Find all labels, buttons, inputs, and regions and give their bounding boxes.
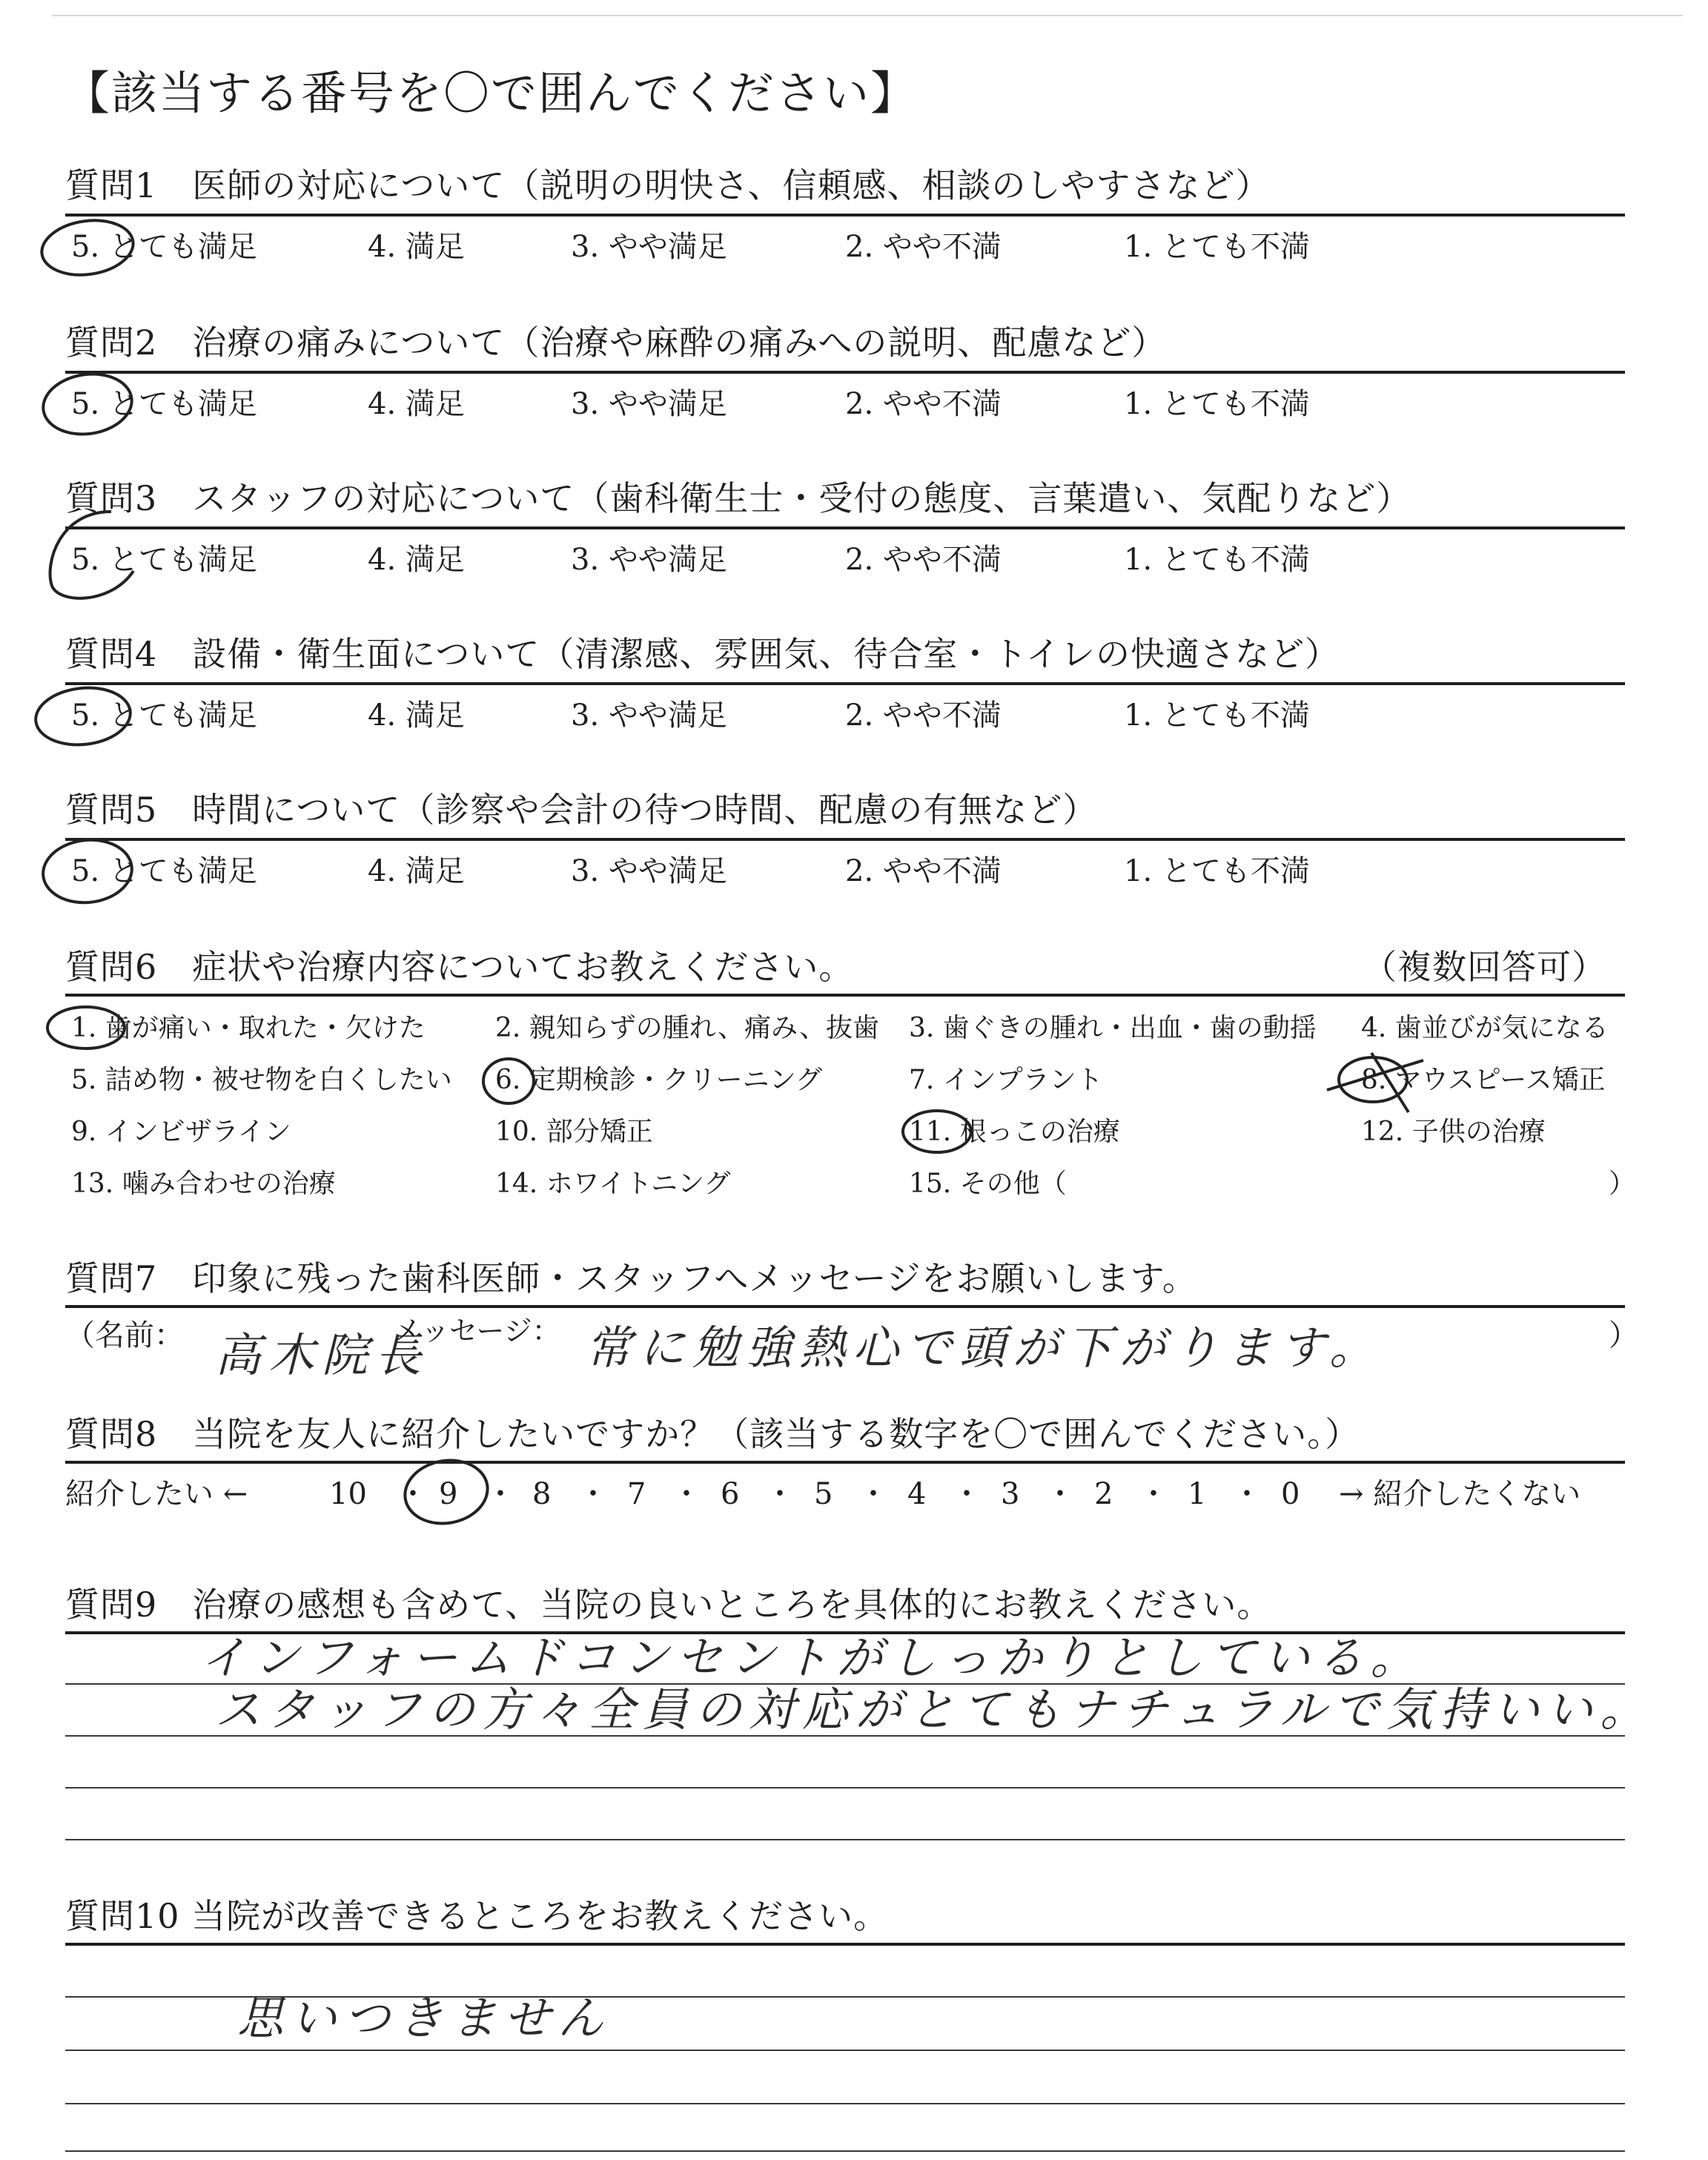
q8-dot: ・ (398, 1477, 428, 1511)
q9-handwritten-line-1[interactable]: インフォームドコンセントがしっかりとしている。 (200, 1631, 1424, 1685)
question-8-rule (65, 1461, 1625, 1464)
q6-option-1[interactable]: 1. 歯が痛い・取れた・欠けた (71, 1013, 426, 1043)
q4-option-1[interactable]: 1. とても不満 (1124, 698, 1310, 733)
q7-name-handwritten[interactable]: 高木院長 (215, 1328, 429, 1382)
q9-answer-line (65, 1839, 1625, 1840)
q8-dot: ・ (486, 1477, 515, 1511)
q6-option-10[interactable]: 10. 部分矯正 (495, 1117, 653, 1147)
q2-option-3[interactable]: 3. やや満足 (571, 387, 727, 421)
q8-scale-6[interactable]: 6 (721, 1477, 740, 1511)
q8-scale-4[interactable]: 4 (907, 1477, 927, 1511)
q8-dot: ・ (952, 1477, 982, 1511)
q8-right-label: → 紹介したくない (1339, 1477, 1581, 1511)
question-5-title: 質問5 時間について（診察や会計の待つ時間、配慮の有無など） (65, 790, 1098, 830)
q9-handwritten-line-2[interactable]: スタッフの方々全員の対応がとてもナチュラルで気持いい。 (215, 1682, 1654, 1737)
q3-option-4[interactable]: 4. 満足 (368, 543, 465, 577)
q8-scale-1[interactable]: 1 (1188, 1477, 1207, 1511)
q8-scale-10[interactable]: 10 (329, 1477, 367, 1511)
q6-option-14[interactable]: 14. ホワイトニング (495, 1169, 731, 1199)
q6-option-2[interactable]: 2. 親知らずの腫れ、痛み、抜歯 (495, 1013, 880, 1043)
q6-option-9[interactable]: 9. インビザライン (71, 1117, 291, 1147)
q8-dot: ・ (578, 1477, 608, 1511)
question-7-rule (65, 1305, 1625, 1308)
q8-dot: ・ (1045, 1477, 1075, 1511)
question-4-title: 質問4 設備・衛生面について（清潔感、雰囲気、待合室・トイレの快適さなど） (65, 634, 1340, 674)
question-3-rule (65, 526, 1625, 529)
q6-option-5[interactable]: 5. 詰め物・被せ物を白くしたい (71, 1065, 452, 1095)
q6-option-8[interactable]: 8. マウスピース矯正 (1361, 1065, 1606, 1095)
q1-option-1[interactable]: 1. とても不満 (1124, 230, 1310, 264)
q8-scale-7[interactable]: 7 (627, 1477, 646, 1511)
question-6-title: 質問6 症状や治療内容についてお教えください。 (65, 947, 854, 987)
page-heading: 【該当する番号を〇で囲んでください】 (64, 66, 918, 120)
q6-option-7[interactable]: 7. インプラント (909, 1065, 1103, 1095)
q8-scale-5[interactable]: 5 (814, 1477, 833, 1511)
q6-option-13[interactable]: 13. 噛み合わせの治療 (71, 1169, 336, 1199)
question-10-rule (65, 1943, 1625, 1946)
q5-option-3[interactable]: 3. やや満足 (571, 854, 727, 888)
q5-option-1[interactable]: 1. とても不満 (1124, 854, 1310, 888)
q1-option-2[interactable]: 2. やや不満 (845, 230, 1002, 264)
q3-option-2[interactable]: 2. やや不満 (845, 543, 1002, 577)
q8-scale-3[interactable]: 3 (1001, 1477, 1020, 1511)
q10-handwritten-line-1[interactable]: 思いつきません (237, 1991, 612, 2045)
question-3-title: 質問3 スタッフの対応について（歯科衛生士・受付の態度、言葉遣い、気配りなど） (65, 478, 1411, 518)
question-1-rule (65, 214, 1625, 217)
q6-option-11[interactable]: 11. 根っこの治療 (909, 1117, 1120, 1147)
q2-option-5[interactable]: 5. とても満足 (71, 387, 257, 421)
question-2-title: 質問2 治療の痛みについて（治療や麻酔の痛みへの説明、配慮など） (65, 323, 1167, 363)
question-8-title: 質問8 当院を友人に紹介したいですか？（該当する数字を〇で囲んでください。） (65, 1414, 1360, 1454)
q7-message-label: メッセージ： (393, 1315, 560, 1347)
q4-option-5[interactable]: 5. とても満足 (71, 698, 257, 733)
q7-close: ） (1609, 1318, 1638, 1353)
question-6-note: （複数回答可） (1363, 947, 1606, 987)
q8-dot: ・ (672, 1477, 701, 1511)
q6-option-3[interactable]: 3. 歯ぐきの腫れ・出血・歯の動揺 (909, 1013, 1317, 1043)
q10-answer-line (65, 2103, 1625, 2104)
q3-option-1[interactable]: 1. とても不満 (1124, 543, 1310, 577)
q8-dot: ・ (1139, 1477, 1168, 1511)
q6-option-4[interactable]: 4. 歯並びが気になる (1361, 1013, 1609, 1043)
q8-dot: ・ (1232, 1477, 1262, 1511)
q2-option-2[interactable]: 2. やや不満 (845, 387, 1002, 421)
q1-option-3[interactable]: 3. やや満足 (571, 230, 727, 264)
q6-other-close: ） (1609, 1169, 1636, 1199)
q5-option-4[interactable]: 4. 満足 (368, 854, 465, 888)
q8-scale-2[interactable]: 2 (1094, 1477, 1113, 1511)
q8-scale-9[interactable]: 9 (439, 1477, 458, 1511)
q10-answer-line (65, 2050, 1625, 2051)
q5-option-5[interactable]: 5. とても満足 (71, 854, 257, 888)
question-1-title: 質問1 医師の対応について（説明の明快さ、信頼感、相談のしやすさなど） (65, 165, 1271, 205)
question-6-rule (65, 994, 1625, 997)
q1-option-4[interactable]: 4. 満足 (368, 230, 465, 264)
q8-dot: ・ (858, 1477, 888, 1511)
q3-option-5[interactable]: 5. とても満足 (71, 543, 257, 577)
q9-answer-line (65, 1787, 1625, 1789)
q6-option-6[interactable]: 6. 定期検診・クリーニング (495, 1065, 823, 1095)
q2-option-4[interactable]: 4. 満足 (368, 387, 465, 421)
top-border (52, 15, 1683, 16)
q4-option-4[interactable]: 4. 満足 (368, 698, 465, 733)
q4-option-3[interactable]: 3. やや満足 (571, 698, 727, 733)
q8-scale-0[interactable]: 0 (1281, 1477, 1300, 1511)
q1-option-5[interactable]: 5. とても満足 (71, 230, 257, 264)
question-9-title: 質問9 治療の感想も含めて、当院の良いところを具体的にお教えください。 (65, 1585, 1272, 1625)
q2-option-1[interactable]: 1. とても不満 (1124, 387, 1310, 421)
question-5-rule (65, 838, 1625, 841)
q5-option-2[interactable]: 2. やや不満 (845, 854, 1002, 888)
question-2-rule (65, 371, 1625, 374)
question-7-title: 質問7 印象に残った歯科医師・スタッフへメッセージをお願いします。 (65, 1258, 1197, 1298)
q6-option-12[interactable]: 12. 子供の治療 (1361, 1117, 1546, 1147)
q7-name-label: （名前： (65, 1318, 184, 1353)
q7-message-handwritten[interactable]: 常に勉強熱心で頭が下がります。 (586, 1321, 1383, 1375)
q8-left-label: 紹介したい ← (65, 1477, 248, 1511)
q3-option-3[interactable]: 3. やや満足 (571, 543, 727, 577)
q6-option-15[interactable]: 15. その他（ (909, 1169, 1067, 1199)
question-4-rule (65, 682, 1625, 685)
q4-option-2[interactable]: 2. やや不満 (845, 698, 1002, 733)
q8-dot: ・ (765, 1477, 795, 1511)
question-10-title: 質問10 当院が改善できるところをお教えください。 (65, 1896, 889, 1936)
q8-scale-8[interactable]: 8 (532, 1477, 552, 1511)
q10-answer-line (65, 2150, 1625, 2152)
